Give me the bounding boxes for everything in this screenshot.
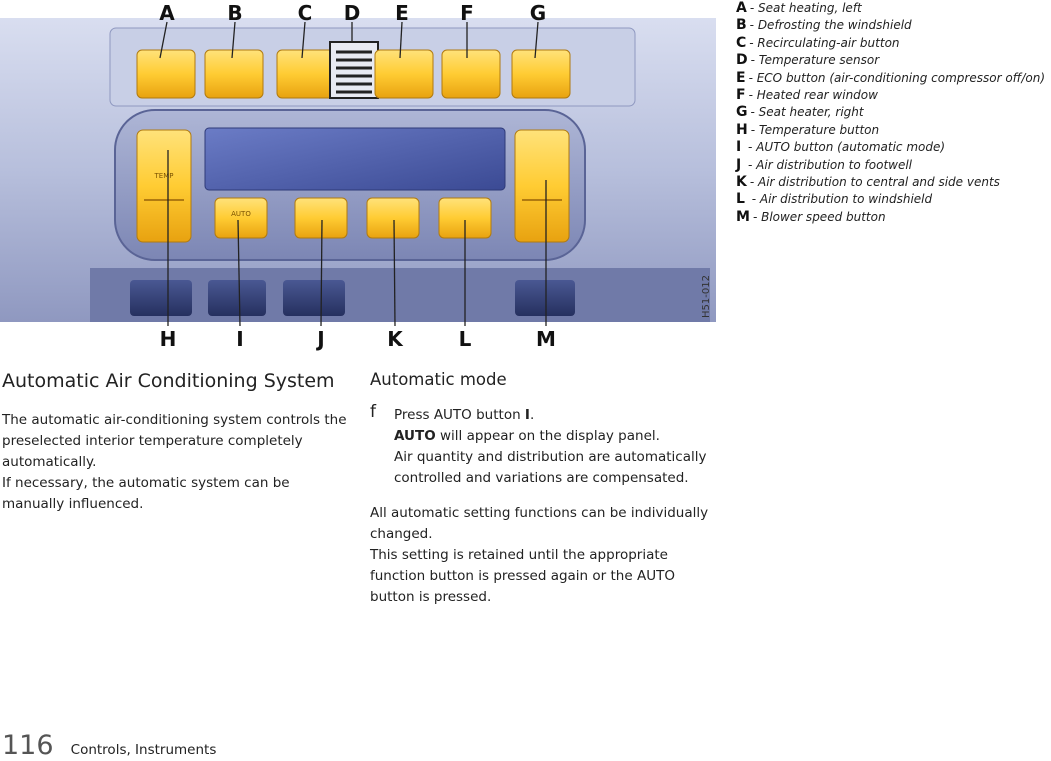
instruction-step [370,402,716,489]
button-temperature[interactable] [137,130,191,242]
step-bullet: f [370,402,376,422]
callout-f: F [460,1,474,25]
page-number: 116 [2,730,54,761]
callout-b: B [227,1,243,25]
climate-control-figure [0,0,716,352]
callout-g: G [529,1,547,25]
callout-k: K [387,327,403,351]
legend-item: H - Temperature button [736,121,880,138]
button-rear-window[interactable] [442,50,500,98]
auto-mode-section [370,370,716,608]
callout-l: L [458,327,472,351]
climate-panel-illustration [0,0,716,352]
callout-c: C [297,1,313,25]
button-recirculate[interactable] [277,50,335,98]
display-panel [205,128,505,190]
legend-item: C - Recirculating-air button [736,34,900,51]
button-blower[interactable] [515,130,569,242]
callout-m: M [536,327,556,351]
intro-paragraph-2: If necessary, the automatic system can be manually influenced. [2,475,290,512]
figure-id: H51-012 [701,275,712,318]
button-seat-heat-right[interactable] [512,50,570,98]
callout-i: I [236,327,244,351]
footer-section: Controls, Instruments [70,742,217,758]
page-footer [2,730,216,761]
legend-item: J - Air distribution to footwell [736,156,913,173]
bottom-button-4[interactable] [515,280,575,316]
callout-j: J [317,327,325,351]
callout-h: H [159,327,177,351]
callout-e: E [395,1,409,25]
bottom-button-3[interactable] [283,280,345,316]
bottom-button-1[interactable] [130,280,192,316]
auto-label: AUTO [231,210,251,218]
legend-item: I - AUTO button (automatic mode) [736,139,946,156]
legend [736,0,1051,226]
button-defrost[interactable] [205,50,263,98]
legend-item: E - ECO button (air-conditioning compressor off/on) [736,69,1045,86]
legend-item: K - Air distribution to central and side vents [736,174,1000,191]
section-title: Automatic Air Conditioning System [2,370,335,392]
auto-paragraph-2: This setting is retained until the appropriate function button is pressed again or the AUTO button is pressed. [370,547,675,605]
callout-a: A [159,1,175,25]
step-line-3: Air quantity and distribution are automatically controlled and variations are compensated. [394,449,707,486]
button-eco[interactable] [375,50,433,98]
button-vents[interactable] [367,198,419,238]
bottom-button-2[interactable] [208,280,266,316]
button-seat-heat-left[interactable] [137,50,195,98]
legend-item: A - Seat heating, left [736,0,862,16]
intro-paragraph-1: The automatic air-conditioning system controls the preselected interior temperature completely automatically. [2,412,347,470]
step-line-2: AUTO will appear on the display panel. [394,428,660,444]
button-auto[interactable] [215,198,267,238]
auto-mode-heading: Automatic mode [370,370,507,389]
legend-item: F - Heated rear window [736,87,878,104]
auto-paragraph-1: All automatic setting functions can be individually changed. [370,505,709,542]
temperature-sensor [330,42,378,98]
section-intro [2,370,352,515]
legend-item: D - Temperature sensor [736,52,880,69]
button-footwell[interactable] [295,198,347,238]
step-line-1: Press AUTO button I. [394,407,535,423]
legend-item: M - Blower speed button [736,208,886,225]
legend-item: G - Seat heater, right [736,104,864,121]
temp-label: TEMP [154,172,174,180]
legend-item: B - Defrosting the windshield [736,17,912,34]
callout-d: D [343,1,361,25]
legend-item: L - Air distribution to windshield [736,191,933,208]
